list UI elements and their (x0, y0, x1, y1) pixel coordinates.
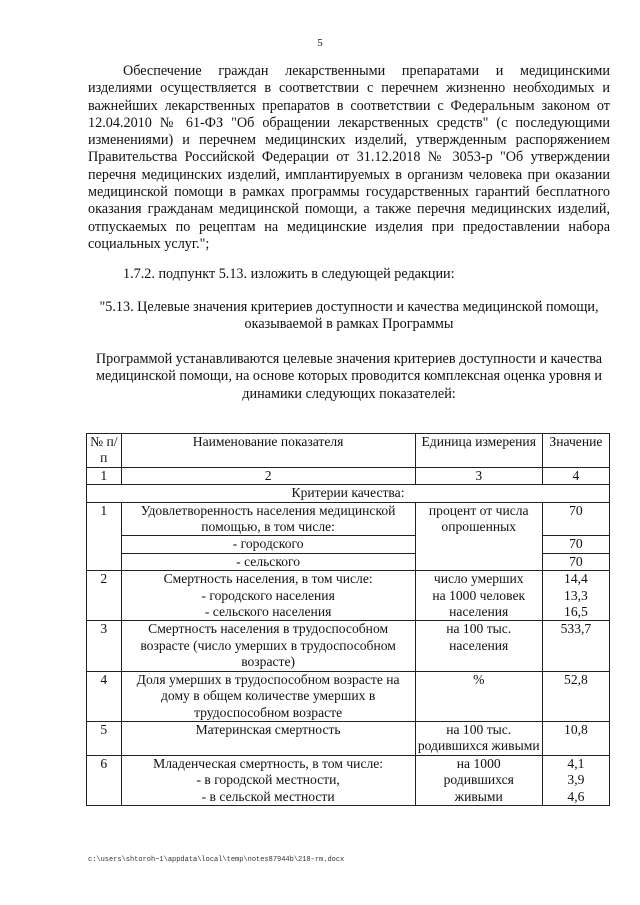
table-row (87, 621, 610, 671)
section-quality-label: Критерии качества: (87, 485, 610, 502)
row-indicator-name: Материнская смертность (121, 721, 415, 755)
row-number: 6 (87, 755, 122, 805)
col-number-cell: 2 (121, 467, 415, 484)
header-value: Значение (542, 434, 609, 468)
table-row (87, 671, 610, 721)
column-number-row (87, 467, 610, 484)
row-indicator-line: - сельского населения (204, 604, 332, 620)
row-unit: на 100 тыс. родившихся живыми (415, 721, 542, 755)
row-indicator-line: Смертность населения, в том числе: (163, 571, 373, 587)
indicators-table (86, 433, 610, 806)
row-number: 4 (87, 671, 122, 721)
row-unit: % (415, 671, 542, 721)
row-value: 70 (542, 536, 609, 553)
row-indicator-line: Младенческая смертность, в том числе: (153, 755, 384, 771)
row-value-line: 13,3 (564, 587, 588, 603)
row-value-line: 14,4 (564, 571, 588, 587)
row-indicator-name (121, 755, 415, 805)
header-number: № п/п (87, 434, 122, 468)
section-row-quality (87, 485, 610, 502)
footer-file-path: c:\users\shtoroh~1\appdata\local\temp\notes87944b\218-rm.docx (88, 856, 345, 864)
table-row (87, 755, 610, 805)
col-number-cell: 4 (542, 467, 609, 484)
row-number: 3 (87, 621, 122, 671)
page-number: 5 (317, 37, 323, 49)
row-unit (415, 571, 542, 621)
row-indicator-name (121, 571, 415, 621)
row-value: 52,8 (542, 671, 609, 721)
row-unit-line: на 1000 (456, 755, 501, 771)
row-indicator-name: Удовлетворенность населения медицинской помощью, в том числе: (121, 502, 415, 536)
row-unit-line: населения (449, 604, 509, 620)
row-number: 5 (87, 721, 122, 755)
row-indicator-line: - в городской местности, (196, 772, 340, 788)
paragraph-amendment: 1.7.2. подпункт 5.13. изложить в следующей редакции: (123, 266, 455, 282)
table-row (87, 721, 610, 755)
row-value: 70 (542, 553, 609, 570)
header-indicator-name: Наименование показателя (121, 434, 415, 468)
row-value-line: 4,6 (567, 788, 585, 804)
row-unit-line: живыми (454, 788, 503, 804)
row-value: 533,7 (542, 621, 609, 671)
row-indicator-subitem: - сельского (121, 553, 415, 570)
header-unit: Единица измерения (415, 434, 542, 468)
row-value: 70 (542, 502, 609, 536)
row-unit-line: на 1000 человек (432, 587, 526, 603)
row-unit (415, 755, 542, 805)
row-unit-line: число умерших (433, 571, 524, 587)
col-number-cell: 3 (415, 467, 542, 484)
table-row (87, 571, 610, 621)
row-indicator-name: Доля умерших в трудоспособном возрасте на дому в общем количестве умерших в трудоспособном возрасте (121, 671, 415, 721)
row-indicator-line: - в сельской местности (201, 788, 335, 804)
row-number: 1 (87, 502, 122, 571)
row-value-line: 4,1 (567, 755, 585, 771)
row-value: 10,8 (542, 721, 609, 755)
row-indicator-name: Смертность населения в трудоспособном возрасте (число умерших в трудоспособном возрасте) (121, 621, 415, 671)
paragraph-medicines-provision: Обеспечение граждан лекарственными препаратами и медицинскими изделиями осуществляется в соответствии с перечнем жизненно необходимых и важнейших лекарственных препаратов в соответствии с Федеральным законом от 12.04.2010 № 61-ФЗ "Об обращении лекарственных средств" (с последующими изменениями) и перечнем медицинских изделий, утвержденным распоряжением Правительства Российской Федерации от 31.12.2018 № 3053-р "Об утверждении перечня медицинских изделий, имплантируемых в организм человека при оказании медицинской помощи в рамках программы государственных гарантий бесплатного оказания гражданам медицинской помощи, а также перечня медицинских изделий, отпускаемых по рецептам на медицинские изделия при предоставлении набора социальных услуг."; (88, 63, 610, 252)
section-intro: Программой устанавливаются целевые значения критериев доступности и качества медицинской помощи, на основе которых проводится комплексная оценка уровня и динамики следующих показателей: (95, 351, 603, 402)
table-header-row (87, 434, 610, 468)
row-unit: на 100 тыс. населения (415, 621, 542, 671)
col-number-cell: 1 (87, 467, 122, 484)
row-value (542, 571, 609, 621)
row-indicator-line: - городского населения (201, 587, 335, 603)
section-heading: "5.13. Целевые значения критериев доступности и качества медицинской помощи, оказываемой в рамках Программы (99, 299, 599, 333)
row-indicator-subitem: - городского (121, 536, 415, 553)
table-row (87, 502, 610, 536)
row-value-line: 16,5 (564, 604, 588, 620)
row-unit: процент от числа опрошенных (415, 502, 542, 571)
row-unit-line: родившихся (443, 772, 514, 788)
row-value (542, 755, 609, 805)
row-number: 2 (87, 571, 122, 621)
row-value-line: 3,9 (567, 772, 585, 788)
